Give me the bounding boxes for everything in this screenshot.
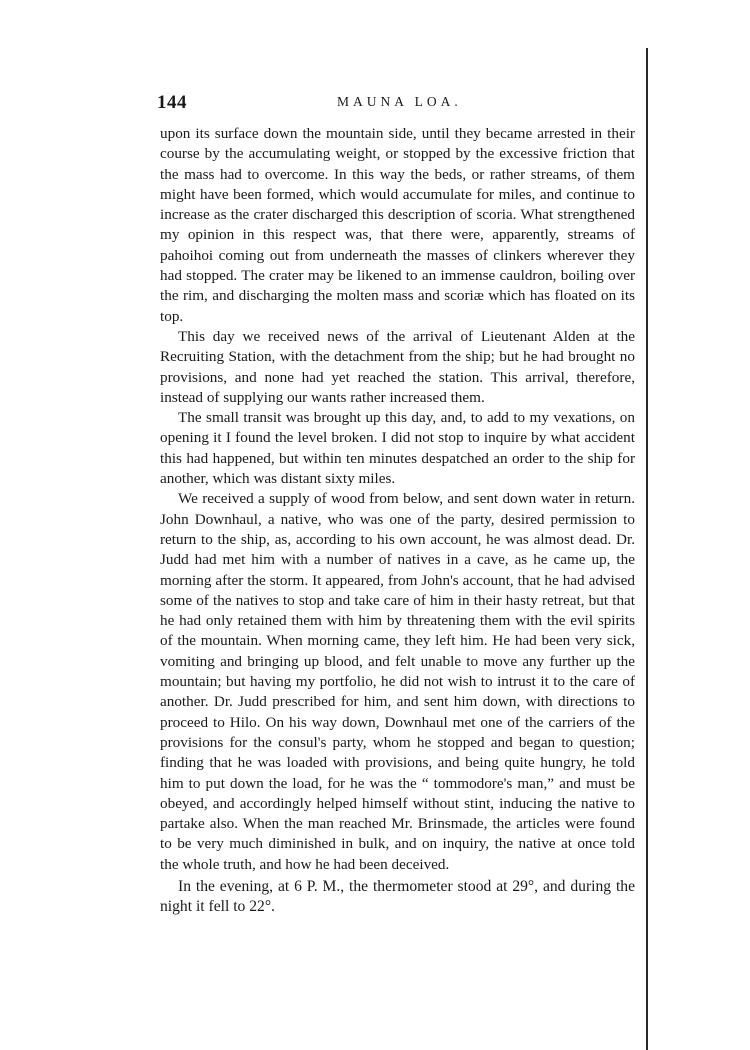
page-edge-line: [646, 48, 648, 1050]
body-text: [160, 124, 635, 918]
page-number: 144: [157, 92, 187, 113]
paragraph-transit: The small transit was brought up this day, and, to add to my vexations, on opening it I found the level broken. I did not stop to inquire by what accident this had happened, but within ten minutes despatched an order to the ship for another, which was distant sixty miles.: [160, 409, 635, 488]
page-header: [157, 92, 635, 116]
paragraph-alden-arrival: This day we received news of the arrival of Lieutenant Alden at the Recruiting Station, with the detachment from the ship; but he had brought no provisions, and none had yet reached the station. This arrival, therefore, instead of supplying our wants rather increased them.: [160, 327, 635, 406]
paragraph-continuation: upon its surface down the mountain side, until they became arrested in their course by the accumulating weight, or stopped by the excessive friction that the mass had to overcome. In this way the beds, or rather streams, of them might have been formed, which would accumulate for miles, and continue to increase as the crater discharged this description of scoria. What strengthened my opinion in this respect was, that there were, apparently, streams of pahoihoi coming out from underneath the masses of clinkers wherever they had stopped. The crater may be likened to an immense cauldron, boiling over the rim, and discharging the molten mass and scoriæ which has floated on its top.: [160, 125, 635, 325]
paragraph-downhaul: We received a supply of wood from below, and sent down water in return. John Downhaul, a native, who was one of the party, desired permission to return to the ship, as, according to his own account, he was almost dead. Dr. Judd had met him with a number of natives in a cave, as he came up, the morning after the storm. It appeared, from John's account, that he had advised some of the natives to stop and take care of him in their hasty retreat, but that he had only retained them with him by threatening them with the evil spirits of the mountain. When morning came, they left him. He had been very sick, vomiting and bringing up blood, and felt unable to move any further up the mountain; but having my portfolio, he did not wish to intrust it to the care of another. Dr. Judd prescribed for him, and sent him down, with directions to proceed to Hilo. On his way down, Downhaul met one of the carriers of the provisions for the consul's party, whom he stopped and began to question; finding that he was loaded with provisions, and being quite hungry, he told him to put down the load, for he was the “ tommodore's man,” and must be obeyed, and accordingly helped himself without stint, inducing the native to partake also. When the man reached Mr. Brinsmade, the articles were found to be very much diminished in bulk, and on inquiry, the native at once told the whole truth, and how he had been deceived.: [160, 490, 635, 873]
running-title: MAUNA LOA.: [337, 94, 462, 109]
paragraph-thermometer: In the evening, at 6 P. M., the thermometer stood at 29°, and during the night it fell to 22°.: [160, 877, 635, 916]
